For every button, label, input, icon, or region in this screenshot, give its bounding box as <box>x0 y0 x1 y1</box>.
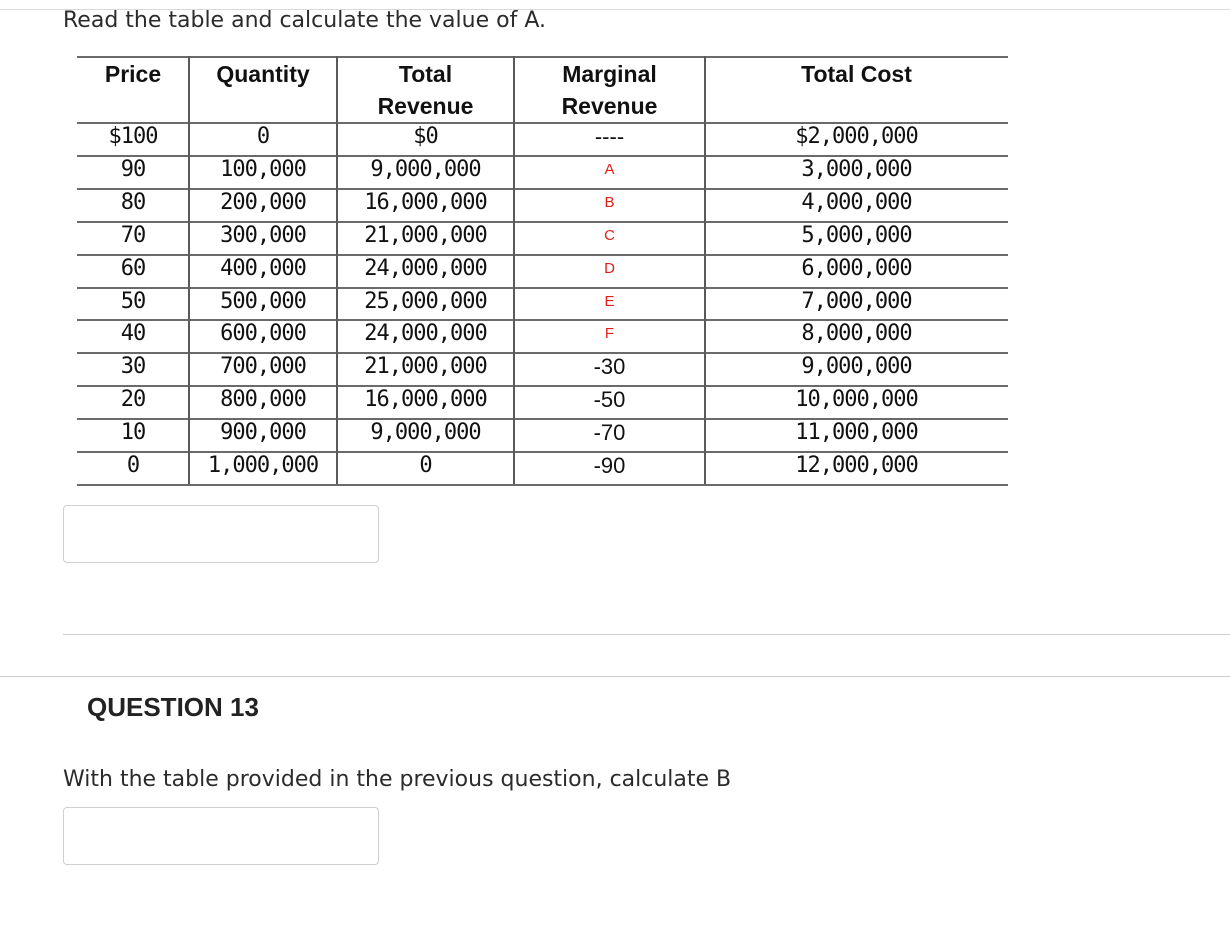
cell-price: 10 <box>120 420 146 445</box>
cell-marginal-revenue: C <box>604 227 615 244</box>
divider <box>63 634 1230 635</box>
cell-total-cost: 6,000,000 <box>801 256 912 281</box>
cell-total-revenue: 9,000,000 <box>370 157 481 182</box>
cell-total-cost: 7,000,000 <box>801 289 912 314</box>
question-13-prompt: With the table provided in the previous question, calculate B <box>63 767 732 792</box>
cell-marginal-revenue: -50 <box>593 387 626 412</box>
cell-quantity: 200,000 <box>220 190 306 215</box>
cell-total-cost: 8,000,000 <box>801 321 912 346</box>
cell-total-revenue: 0 <box>419 453 432 478</box>
cell-total-revenue: 24,000,000 <box>364 256 487 281</box>
question-12-prompt: Read the table and calculate the value of A. <box>63 8 546 33</box>
cell-total-cost: $2,000,000 <box>795 124 918 149</box>
cell-marginal-revenue: E <box>604 293 615 310</box>
cell-total-revenue: 9,000,000 <box>370 420 481 445</box>
header-quantity: Quantity <box>216 61 310 87</box>
cell-marginal-revenue: B <box>604 194 615 211</box>
cell-price: 90 <box>120 157 146 182</box>
cell-quantity: 1,000,000 <box>207 453 319 478</box>
cell-price: 80 <box>120 190 146 215</box>
header-price: Price <box>104 61 162 87</box>
cell-quantity: 0 <box>256 124 270 149</box>
question-12-answer-input[interactable] <box>63 505 379 563</box>
cell-total-cost: 10,000,000 <box>795 387 918 412</box>
cell-total-cost: 4,000,000 <box>801 190 912 215</box>
header-total-cost: Total Cost <box>801 61 912 87</box>
header-marginal-revenue: Marginal Revenue <box>561 61 658 119</box>
cell-total-revenue: 25,000,000 <box>364 289 487 314</box>
cell-marginal-revenue: A <box>604 161 615 178</box>
cell-price: 30 <box>120 354 146 379</box>
cell-price: 40 <box>120 321 146 346</box>
cell-marginal-revenue: F <box>604 325 615 342</box>
cell-total-cost: 3,000,000 <box>801 157 912 182</box>
cell-marginal-revenue: -70 <box>593 420 626 445</box>
cell-total-revenue: 24,000,000 <box>364 321 487 346</box>
cell-quantity: 300,000 <box>220 223 306 248</box>
cell-total-revenue: 16,000,000 <box>364 190 487 215</box>
cell-price: 60 <box>120 256 146 281</box>
cell-price: 0 <box>126 453 140 478</box>
cell-quantity: 500,000 <box>220 289 306 314</box>
cell-quantity: 600,000 <box>220 321 306 346</box>
cell-quantity: 900,000 <box>220 420 306 445</box>
question-13-heading: QUESTION 13 <box>87 692 259 722</box>
cell-total-revenue: 16,000,000 <box>364 387 487 412</box>
cell-marginal-revenue: -90 <box>593 453 626 478</box>
cell-total-revenue: 21,000,000 <box>364 223 487 248</box>
cell-total-cost: 9,000,000 <box>801 354 912 379</box>
cell-total-revenue: 21,000,000 <box>364 354 487 379</box>
cell-price: 70 <box>120 223 146 248</box>
data-table <box>77 56 1008 484</box>
cell-marginal-revenue: D <box>604 260 615 277</box>
header-total-revenue: Total Revenue <box>377 61 474 119</box>
cell-price: 20 <box>120 387 146 412</box>
cell-marginal-revenue: ---- <box>594 124 625 149</box>
question-13-answer-input[interactable] <box>63 807 379 865</box>
cell-quantity: 100,000 <box>220 157 306 182</box>
divider <box>0 676 1230 677</box>
cell-marginal-revenue: -30 <box>593 354 626 379</box>
cell-total-cost: 12,000,000 <box>795 453 918 478</box>
cell-quantity: 400,000 <box>220 256 306 281</box>
cell-total-cost: 11,000,000 <box>795 420 918 445</box>
cell-price: 50 <box>120 289 146 314</box>
table-rule <box>77 484 1008 486</box>
cell-price: $100 <box>108 124 158 149</box>
cell-quantity: 800,000 <box>220 387 306 412</box>
cell-total-cost: 5,000,000 <box>801 223 912 248</box>
cell-quantity: 700,000 <box>220 354 306 379</box>
cell-total-revenue: $0 <box>413 124 438 149</box>
